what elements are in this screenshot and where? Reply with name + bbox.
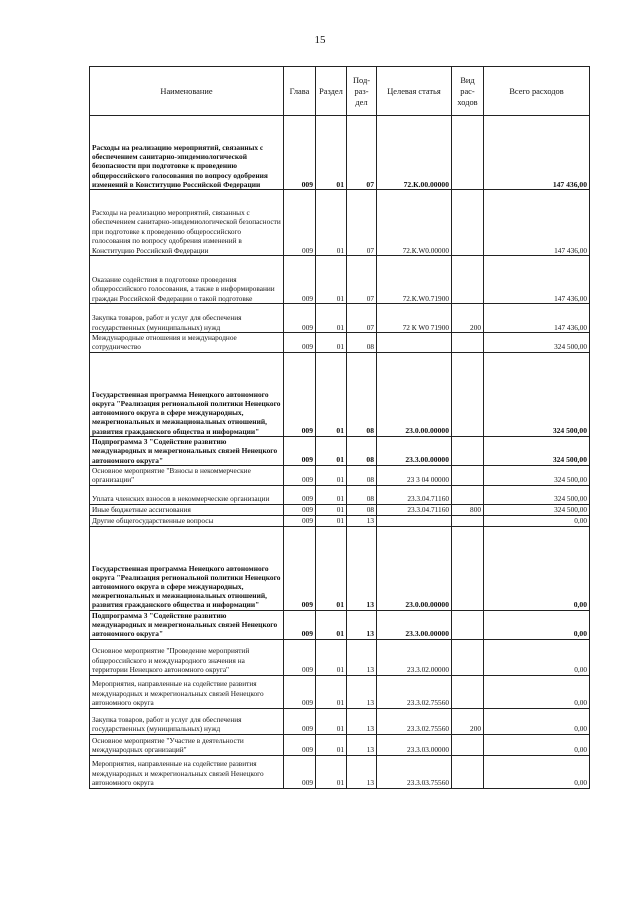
table-row xyxy=(90,436,590,465)
table-cell-name: Международные отношения и международное сотрудничество xyxy=(90,333,284,353)
table-cell-chapter: 009 xyxy=(284,526,316,610)
table-cell-subsection: 13 xyxy=(347,515,377,526)
table-cell-total: 0,00 xyxy=(484,755,590,788)
table-header-row xyxy=(90,67,590,116)
table-cell-total: 324 500,00 xyxy=(484,465,590,485)
table-cell-name: Государственная программа Ненецкого автономного округа "Реализация региональной политики Ненецкого автономного округа в сфере международных, межрегиональных и межнациональных отношений, развития гражданского общества и информации" xyxy=(90,526,284,610)
table-cell-type xyxy=(452,256,484,304)
table-cell-chapter: 009 xyxy=(284,515,316,526)
table-cell-section: 01 xyxy=(316,333,347,353)
table-cell-subsection: 07 xyxy=(347,256,377,304)
table-cell-name: Оказание содействия в подготовке проведения общероссийского голосования, а также в информировании граждан Российской Федерации о такой подготовке xyxy=(90,256,284,304)
table-row xyxy=(90,504,590,515)
header-target: Целевая статья xyxy=(377,67,452,116)
table-cell-type xyxy=(452,610,484,639)
table-cell-type xyxy=(452,465,484,485)
table-cell-section: 01 xyxy=(316,436,347,465)
table-cell-type: 800 xyxy=(452,504,484,515)
table-row xyxy=(90,116,590,190)
table-row xyxy=(90,675,590,708)
table-cell-chapter: 009 xyxy=(284,610,316,639)
header-subsection: Под-раз-дел xyxy=(347,67,377,116)
table-cell-target: 23.3.02.75560 xyxy=(377,708,452,734)
table-cell-subsection: 08 xyxy=(347,333,377,353)
table-cell-subsection: 07 xyxy=(347,304,377,333)
table-cell-section: 01 xyxy=(316,485,347,504)
table-row xyxy=(90,485,590,504)
table-cell-type xyxy=(452,352,484,436)
table-row xyxy=(90,190,590,256)
table-cell-subsection: 13 xyxy=(347,734,377,755)
table-cell-chapter: 009 xyxy=(284,465,316,485)
table-cell-chapter: 009 xyxy=(284,504,316,515)
table-cell-section: 01 xyxy=(316,515,347,526)
table-cell-type xyxy=(452,734,484,755)
table-cell-subsection: 08 xyxy=(347,436,377,465)
table-cell-type xyxy=(452,755,484,788)
table-cell-total: 324 500,00 xyxy=(484,436,590,465)
table-cell-type: 200 xyxy=(452,304,484,333)
table-cell-section: 01 xyxy=(316,116,347,190)
table-cell-name: Подпрограмма 3 "Содействие развитию международных и межрегиональных связей Ненецкого автономного округа" xyxy=(90,436,284,465)
table-cell-subsection: 08 xyxy=(347,504,377,515)
table-cell-total: 147 436,00 xyxy=(484,190,590,256)
table-cell-total: 0,00 xyxy=(484,515,590,526)
table-cell-chapter: 009 xyxy=(284,639,316,675)
table-cell-chapter: 009 xyxy=(284,436,316,465)
table-cell-target: 23.3.03.00000 xyxy=(377,734,452,755)
table-cell-type xyxy=(452,639,484,675)
header-name: Наименование xyxy=(90,67,284,116)
table-cell-name: Закупка товаров, работ и услуг для обеспечения государственных (муниципальных) нужд xyxy=(90,304,284,333)
table-cell-section: 01 xyxy=(316,610,347,639)
table-cell-name: Мероприятия, направленные на содействие развития международных и межрегиональных связей Ненецкого автономного округа xyxy=(90,675,284,708)
table-cell-name: Закупка товаров, работ и услуг для обеспечения государственных (муниципальных) нужд xyxy=(90,708,284,734)
table-cell-name: Основное мероприятие "Взносы в некоммерческие организации" xyxy=(90,465,284,485)
table-cell-chapter: 009 xyxy=(284,256,316,304)
table-cell-target: 23.3.00.00000 xyxy=(377,610,452,639)
table-cell-total: 324 500,00 xyxy=(484,352,590,436)
table-cell-target: 23.0.00.00000 xyxy=(377,526,452,610)
table-cell-total: 0,00 xyxy=(484,526,590,610)
table-cell-chapter: 009 xyxy=(284,734,316,755)
table-cell-total: 0,00 xyxy=(484,675,590,708)
budget-table xyxy=(89,66,590,789)
table-cell-total: 0,00 xyxy=(484,708,590,734)
table-cell-chapter: 009 xyxy=(284,116,316,190)
table-cell-target: 23.3.04.71160 xyxy=(377,485,452,504)
table-cell-total: 147 436,00 xyxy=(484,116,590,190)
table-row xyxy=(90,304,590,333)
page-number: 15 xyxy=(314,34,326,46)
table-cell-section: 01 xyxy=(316,304,347,333)
table-cell-type xyxy=(452,436,484,465)
table-cell-type xyxy=(452,333,484,353)
table-cell-section: 01 xyxy=(316,755,347,788)
table-cell-chapter: 009 xyxy=(284,352,316,436)
table-row xyxy=(90,734,590,755)
table-cell-total: 324 500,00 xyxy=(484,504,590,515)
table-cell-name: Государственная программа Ненецкого автономного округа "Реализация региональной политики Ненецкого автономного округа в сфере международных, межрегиональных и межнациональных отношений, развития гражданского общества и информации" xyxy=(90,352,284,436)
table-cell-subsection: 07 xyxy=(347,190,377,256)
table-cell-type xyxy=(452,116,484,190)
table-cell-section: 01 xyxy=(316,708,347,734)
table-cell-section: 01 xyxy=(316,675,347,708)
table-cell-target: 23.3.04.71160 xyxy=(377,504,452,515)
table-cell-type xyxy=(452,190,484,256)
table-cell-name: Иные бюджетные ассигнования xyxy=(90,504,284,515)
table-row xyxy=(90,465,590,485)
table-cell-total: 0,00 xyxy=(484,734,590,755)
table-cell-name: Основное мероприятие "Проведение мероприятий общероссийского и международного значения на территории Ненецкого автономного округа" xyxy=(90,639,284,675)
table-cell-target: 23 3 04 00000 xyxy=(377,465,452,485)
table-cell-subsection: 08 xyxy=(347,352,377,436)
table-cell-section: 01 xyxy=(316,639,347,675)
table-cell-name: Другие общегосударственные вопросы xyxy=(90,515,284,526)
table-cell-section: 01 xyxy=(316,190,347,256)
header-section: Раздел xyxy=(316,67,347,116)
table-cell-name: Подпрограмма 3 "Содействие развитию международных и межрегиональных связей Ненецкого автономного округа" xyxy=(90,610,284,639)
table-row xyxy=(90,352,590,436)
table-cell-type xyxy=(452,526,484,610)
table-row xyxy=(90,610,590,639)
table-cell-target: 72.К.00.00000 xyxy=(377,116,452,190)
table-cell-chapter: 009 xyxy=(284,333,316,353)
table-cell-section: 01 xyxy=(316,352,347,436)
table-row xyxy=(90,515,590,526)
table-cell-name: Основное мероприятие "Участие в деятельности международных организаций" xyxy=(90,734,284,755)
table-cell-target: 72 К W0 71900 xyxy=(377,304,452,333)
table-cell-subsection: 13 xyxy=(347,755,377,788)
table-cell-subsection: 07 xyxy=(347,116,377,190)
table-cell-target: 23.3.02.75560 xyxy=(377,675,452,708)
table-cell-section: 01 xyxy=(316,526,347,610)
table-cell-subsection: 13 xyxy=(347,639,377,675)
header-chapter: Глава xyxy=(284,67,316,116)
table-cell-chapter: 009 xyxy=(284,304,316,333)
table-cell-subsection: 13 xyxy=(347,526,377,610)
table-cell-target xyxy=(377,515,452,526)
table-cell-name: Мероприятия, направленные на содействие развития международных и межрегиональных связей Ненецкого автономного округа xyxy=(90,755,284,788)
table-row xyxy=(90,333,590,353)
table-cell-target: 23.0.00.00000 xyxy=(377,352,452,436)
table-cell-target: 23.3.03.75560 xyxy=(377,755,452,788)
table-row xyxy=(90,708,590,734)
table-cell-section: 01 xyxy=(316,256,347,304)
table-cell-type: 200 xyxy=(452,708,484,734)
table-cell-target: 23.3.02.00000 xyxy=(377,639,452,675)
table-cell-chapter: 009 xyxy=(284,755,316,788)
table-cell-target: 72.К.W0.00000 xyxy=(377,190,452,256)
table-row xyxy=(90,526,590,610)
table-cell-target xyxy=(377,333,452,353)
table-cell-total: 0,00 xyxy=(484,639,590,675)
table-cell-chapter: 009 xyxy=(284,485,316,504)
table-cell-name: Расходы на реализацию мероприятий, связанных с обеспечением санитарно-эпидемиологической безопасности при подготовке к проведению общероссийского голосования по вопросу одобрения изменений в Конституцию Российской Федерации xyxy=(90,116,284,190)
table-cell-subsection: 13 xyxy=(347,708,377,734)
table-cell-type xyxy=(452,675,484,708)
header-type: Вид рас-ходов xyxy=(452,67,484,116)
table-cell-total: 147 436,00 xyxy=(484,256,590,304)
header-total: Всего расходов xyxy=(484,67,590,116)
table-cell-total: 324 500,00 xyxy=(484,333,590,353)
table-cell-name: Уплата членских взносов в некоммерческие организации xyxy=(90,485,284,504)
table-cell-total: 147 436,00 xyxy=(484,304,590,333)
table-cell-subsection: 08 xyxy=(347,465,377,485)
table-cell-target: 23.3.00.00000 xyxy=(377,436,452,465)
table-cell-total: 324 500,00 xyxy=(484,485,590,504)
table-row xyxy=(90,256,590,304)
table-cell-subsection: 08 xyxy=(347,485,377,504)
table-cell-chapter: 009 xyxy=(284,708,316,734)
table-cell-section: 01 xyxy=(316,465,347,485)
table-cell-total: 0,00 xyxy=(484,610,590,639)
table-cell-section: 01 xyxy=(316,504,347,515)
table-cell-chapter: 009 xyxy=(284,190,316,256)
table-cell-subsection: 13 xyxy=(347,675,377,708)
table-cell-type xyxy=(452,485,484,504)
table-cell-name: Расходы на реализацию мероприятий, связанных с обеспечением санитарно-эпидемиологической безопасности при подготовке к проведению общероссийского голосования по вопросу одобрения изменений в Конституцию Российской Федерации xyxy=(90,190,284,256)
table-row xyxy=(90,755,590,788)
table-cell-section: 01 xyxy=(316,734,347,755)
table-cell-type xyxy=(452,515,484,526)
table-cell-target: 72.К.W0.71900 xyxy=(377,256,452,304)
table-cell-subsection: 13 xyxy=(347,610,377,639)
table-row xyxy=(90,639,590,675)
table-cell-chapter: 009 xyxy=(284,675,316,708)
